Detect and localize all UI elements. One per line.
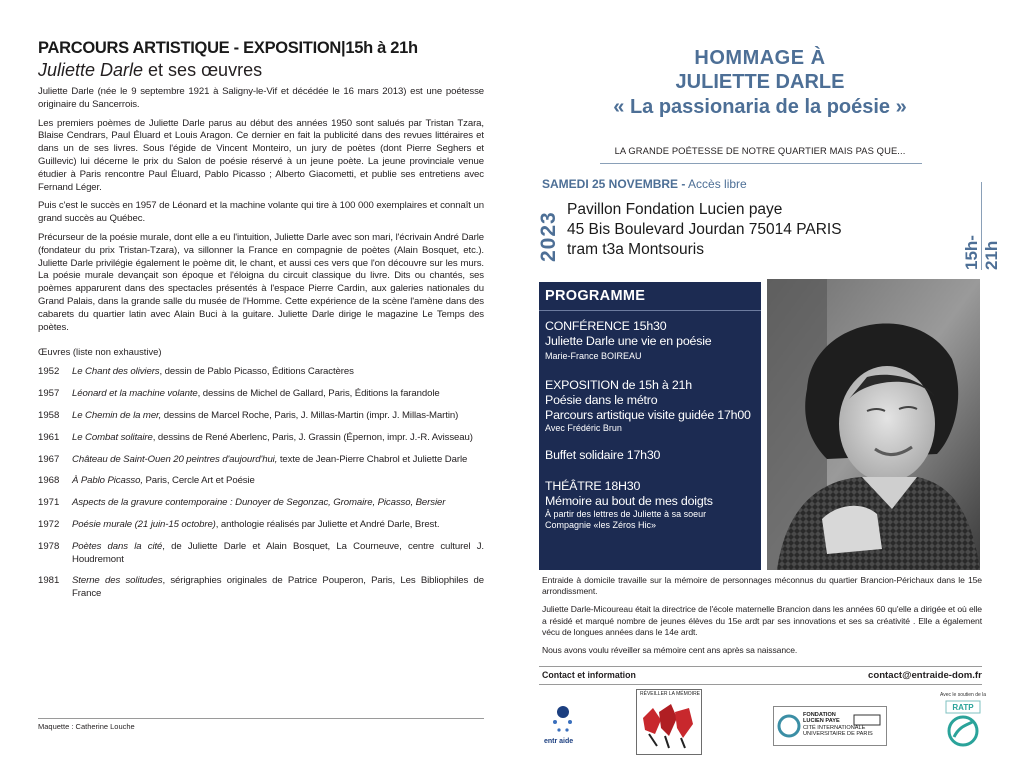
work-details: texte de Jean-Pierre Chabrol et Juliette Darle (277, 453, 468, 465)
work-year: 1967 (38, 453, 60, 465)
venue-transport: tram t3a Montsouris (567, 241, 704, 258)
programme-item-heading: Buffet solidaire 17h30 (545, 448, 661, 462)
work-title: Sterne des solitudes (72, 575, 163, 587)
programme-item-heading: CONFÉRENCE 15h30 (545, 319, 667, 333)
contact-label: Contact et information (542, 670, 636, 680)
date-text: SAMEDI 25 NOVEMBRE - (542, 177, 686, 191)
programme-item-text: Parcours artistique visite guidée 17h00 (545, 408, 751, 422)
section-title: PARCOURS ARTISTIQUE - EXPOSITION|15h à 21h (38, 39, 418, 57)
section-subtitle (38, 58, 484, 82)
programme-item-heading: EXPOSITION de 15h à 21h (545, 378, 692, 392)
work-year: 1961 (38, 431, 60, 443)
divider (539, 666, 982, 667)
work-year: 1972 (38, 518, 60, 530)
work-description (72, 519, 484, 532)
work-description (72, 497, 484, 510)
description-paragraph-1: Entraide à domicile travaille sur la mémoire de personnages méconnus du quartier Brancion-Périchaux dans le 15e arrondissment. (542, 575, 982, 597)
programme-item-speaker: Avec Frédéric Brun (545, 423, 622, 433)
work-details: dessins de Marcel Roche, Paris, J. Millas-Martin (impr. J. Millas-Martin) (161, 409, 459, 421)
bio-paragraph-1: Juliette Darle (née le 9 septembre 1921 à Saligny-le-Vif et décédée le 16 mars 2013) est une poétesse originaire du Sancerrois. (38, 86, 484, 110)
work-year: 1971 (38, 497, 60, 509)
work-title: Poètes dans la cité (72, 540, 163, 552)
work-description (72, 410, 484, 423)
work-item (38, 519, 484, 532)
work-title: Le Combat solitaire (72, 431, 153, 443)
works-heading: Œuvres (liste non exhaustive) (38, 346, 162, 358)
work-year: 1978 (38, 540, 60, 552)
programme-item-exposition (545, 378, 755, 434)
work-item (38, 454, 484, 467)
event-hours: 15h-21h (962, 235, 1001, 270)
programme-item-buffet (545, 448, 755, 463)
work-year: 1981 (38, 575, 60, 587)
tagline: LA GRANDE POÉTESSE DE NOTRE QUARTIER MAIS PAS QUE... (614, 145, 906, 156)
work-item (38, 432, 484, 445)
work-title: Le Chemin de la mer, (72, 409, 162, 421)
credit-maquette: Maquette : Catherine Louche (38, 722, 135, 731)
work-details: , sérigraphies originales de Patrice Pouperon, Paris, Les Bibliophiles de France (72, 575, 484, 600)
divider (539, 310, 761, 311)
work-description (72, 475, 484, 488)
event-year: 2023 (537, 211, 560, 262)
work-details: , dessins de René Aberlenc, Paris, J. Grassin (Épernon, impr. J.-R. Avisseau) (152, 431, 473, 443)
work-item (38, 541, 484, 567)
reveiller-memoire-logo (636, 689, 702, 755)
work-details: , anthologie réalisés par Juliette et André Darle, Brest. (215, 518, 440, 530)
work-item (38, 366, 484, 379)
fondation-line-3: CITÉ INTERNATIONALE (803, 725, 866, 731)
programme-box (539, 282, 761, 570)
work-item (38, 475, 484, 488)
bio-paragraph-4: Précurseur de la poésie murale, dont elle a eu l'intuition, Juliette Darle avec son mari, l'écrivain André Darle (fondateur du prix Tristan-Tzara), va sillonner la France en compagnie de poètes (Alain Bosquet, etc.). Juliette Darle privilégie également le poème dit, le chant, et aussi ces vers que l'on découvre sur les murs. La poésie murale devançait son époque et l'éloigna du circuit classique du livre. Dits ou chantés, ses poèmes apparurent dans des spectacles présentés à l'espace Pierre Cardin, aux galeries nationales du Grand Palais, dans la grande salle du musée de l'Homme. Cette expérience de la scène l'amène dans des cabarets du quartier latin avec Alain Buci à la guitare. Juliette Darle dirige le magazine Le Temps des poètes. (38, 231, 484, 333)
divider (539, 684, 982, 685)
divider (38, 718, 484, 719)
work-title: Léonard et la machine volante (72, 388, 198, 400)
work-description (72, 541, 484, 567)
description-paragraph-2: Juliette Darle-Micoureau était la directrice de l'école maternelle Brancion dans les années 60 qu'elle a dirigée et où elle a résidé et marqué nombre de jeunes élèves du 15e ardt par ses innovations et ses sa créativité . Elle a également vécu de longues années dans le 14e ardt. (542, 604, 982, 637)
programme-title: PROGRAMME (545, 288, 646, 304)
work-title: Aspects de la gravure contemporaine : Dunoyer de Segonzac, Gromaire, Picasso, Bersier (72, 497, 446, 509)
contact-email-link[interactable]: contact@entraide-dom.fr (868, 670, 982, 681)
work-year: 1957 (38, 388, 60, 400)
work-title: Le Chant des oliviers (72, 366, 160, 378)
work-item (38, 410, 484, 423)
programme-item-speaker: À partir des lettres de Juliette à sa soeur (545, 509, 707, 519)
work-details: Paris, Cercle Art et Poésie (142, 475, 255, 487)
entraide-logo-text: entr aide (544, 738, 574, 745)
programme-item-conference (545, 319, 755, 362)
work-title: Château de Saint-Ouen 20 peintres d'aujourd'hui, (72, 453, 278, 465)
work-description (72, 388, 484, 401)
venue-name: Pavillon Fondation Lucien paye (567, 201, 783, 218)
programme-item-text: Poésie dans le métro (545, 393, 658, 407)
work-year: 1968 (38, 475, 60, 487)
work-item (38, 497, 484, 510)
memoire-logo-text: RÉVEILLER LA MÉMOIRE (640, 691, 701, 697)
memoire-logo-icon (637, 690, 701, 754)
work-details: , de Juliette Darle et Alain Bosquet, La Courneuve, centre culturel J. Houdremont (72, 540, 484, 565)
fondation-line-2: LUCIEN PAYE (803, 718, 840, 724)
work-details: , dessins de Michel de Gallard, Paris, Éditions la farandole (197, 388, 440, 400)
programme-item-theatre (545, 479, 755, 531)
work-description (72, 366, 484, 379)
title-line-1: HOMMAGE À (694, 47, 826, 69)
description (542, 575, 982, 663)
work-details: , dessin de Pablo Picasso, Éditions Caractères (159, 366, 354, 378)
venue-address: 45 Bis Boulevard Jourdan 75014 PARIS (567, 221, 842, 238)
programme-item-text: Juliette Darle une vie en poésie (545, 334, 712, 348)
bio-paragraph-2: Les premiers poèmes de Juliette Darle parus au début des années 1950 sont salués par Tristan Tzara, Blaise Cendrars, Paul Éluard et Louis Aragon. Ce dernier en fait la publicité dans des revues littéraires et dans un de ses livres. Sous l'égide de Vincent Monteiro, un jury de poètes (dont Pierre Seghers et Guillevic) lui décerne le prix du Salon de poésie réservé à un jeune poète. La jeune provinciale venue étudier à Paris rencontre Paul Éluard, Pablo Picasso ; Alberto Giacometti, et publie ses entretiens avec Fernand Léger. (38, 117, 484, 193)
work-description (72, 454, 484, 467)
work-item (38, 575, 484, 601)
ratp-logo (944, 699, 982, 749)
ratp-logo-text: RATP (952, 703, 974, 712)
work-item (38, 388, 484, 401)
fondation-line-4: UNIVERSITAIRE DE PARIS (803, 731, 873, 737)
bio-paragraph-3: Puis c'est le succès en 1957 de Léonard et la machine volante qui tire à 100 000 exemplaires et connaît un grand succès au Québec. (38, 200, 484, 225)
work-year: 1952 (38, 366, 60, 378)
event-date (542, 177, 747, 191)
work-description (72, 575, 484, 601)
work-title: Poésie murale (21 juin-15 octobre) (72, 518, 216, 530)
venue-block (567, 200, 842, 260)
works-list (38, 366, 484, 601)
ratp-logo-icon (944, 699, 982, 749)
access-text: Accès libre (685, 177, 747, 191)
work-title: À Pablo Picasso, (72, 475, 143, 487)
ratp-support-label: Avec le soutien de la (940, 692, 987, 698)
description-paragraph-3: Nous avons voulu réveiller sa mémoire cent ans après sa naissance. (542, 645, 798, 656)
programme-item-text: Mémoire au bout de mes doigts (545, 494, 713, 508)
portrait-image (767, 279, 980, 570)
programme-item-company: Compagnie «les Zéros Hic» (545, 520, 657, 530)
programme-item-heading: THÉÂTRE 18H30 (545, 479, 641, 493)
title-line-2: JULIETTE DARLE (675, 71, 845, 93)
subtitle-name: Juliette Darle (38, 60, 144, 80)
subtitle-rest: et ses œuvres (143, 60, 263, 80)
programme-item-speaker: Marie-France BOIREAU (545, 351, 642, 361)
work-description (72, 432, 484, 445)
left-column (38, 38, 484, 610)
entraide-logo-icon (544, 700, 582, 740)
title-line-3: « La passionaria de la poésie » (613, 96, 907, 118)
event-title (540, 46, 980, 120)
fondation-line-1: FONDATION (803, 712, 836, 718)
work-year: 1958 (38, 409, 60, 421)
divider (600, 163, 922, 164)
portrait-photo (767, 279, 980, 570)
